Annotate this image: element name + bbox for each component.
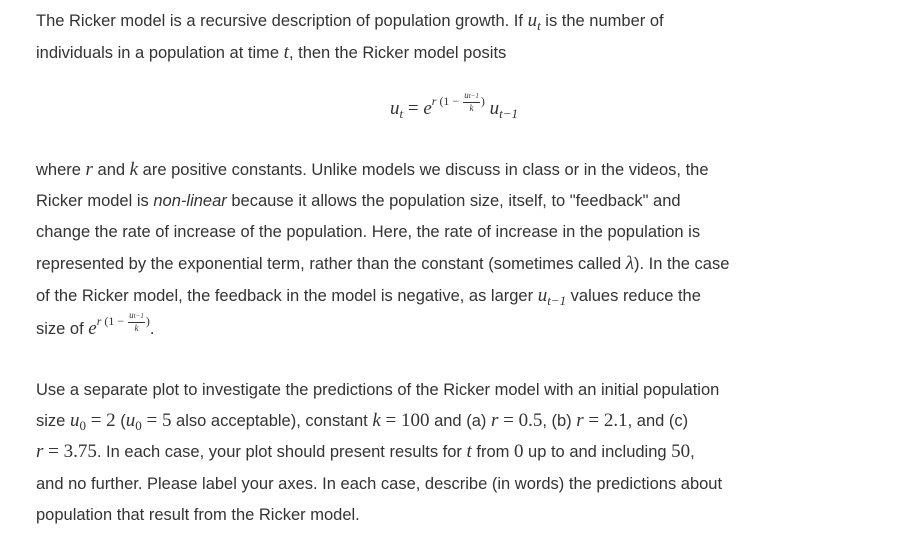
paragraph-3-line-4: and no further. Please label your axes. In each case, describe (in words) the predictions about: [36, 475, 723, 493]
math-var: r: [490, 410, 499, 431]
paragraph-2-line-4: represented by the exponential term, rather than the constant (sometimes called λ). In the case: [36, 253, 730, 274]
paragraph-3-line-3: r = 3.75. In each case, your plot should present results for t from 0 up to and including 50,: [36, 441, 695, 462]
math-var: k: [372, 410, 381, 431]
paragraph-1-line-2: [36, 42, 506, 64]
paragraph-3-line-5: population that result from the Ricker model.: [36, 506, 360, 524]
eq-exp-close: ): [480, 94, 485, 108]
math-subscript: t: [537, 18, 541, 33]
math-var: u: [69, 410, 80, 431]
eq-fraction: [463, 91, 480, 113]
paragraph-2-line-2: Ricker model is non-linear because it allows the population size, itself, to "feedback" and: [36, 192, 681, 210]
eq-exp-r: r: [431, 94, 437, 108]
eq-exponent: [431, 90, 485, 114]
eq-rhs-subscript: t−1: [499, 106, 519, 121]
math-value: 50: [671, 441, 691, 462]
math-var: r: [85, 159, 93, 180]
text-segment: , then the Ricker model posits: [288, 44, 507, 62]
math-value: = 100: [380, 410, 430, 431]
text-segment: is the number of: [540, 12, 664, 30]
eq-lhs-subscript: t: [399, 106, 404, 121]
text-segment: The Ricker model is a recursive description of population growth. If: [36, 12, 528, 30]
math-exponent: r (1 − ut−1 k ): [96, 310, 150, 334]
emphasis-text: non-linear: [153, 192, 227, 210]
paragraph-3-line-2: size $u_0 = 2$ ($u_0 = 5$ also acceptable), constant k = 100 and (a) r = 0.5, (b) r = 2.1, and (c): [36, 410, 689, 433]
math-var: t: [466, 441, 472, 462]
math-var: u: [527, 10, 538, 31]
ricker-equation: [0, 90, 908, 138]
eq-frac-den: k: [469, 103, 474, 114]
math-value: 0: [513, 441, 524, 462]
math-value: = 2.1: [583, 410, 628, 431]
math-var: u: [537, 285, 548, 306]
paragraph-1-line-1: [36, 10, 664, 33]
paragraph-2-line-3: change the rate of increase of the population. Here, the rate of increase in the population is: [36, 223, 701, 241]
math-value: = 0.5: [498, 410, 543, 431]
eq-rhs: u: [489, 98, 500, 119]
eq-frac-num: ut−1: [463, 91, 480, 103]
math-var: u: [125, 410, 136, 431]
eq-equals: =: [403, 98, 424, 119]
paragraph-2-line-5: of the Ricker model, the feedback in the model is negative, as larger $u_{t-1}$ values reduce the: [36, 285, 701, 308]
paragraph-3-line-1: Use a separate plot to investigate the predictions of the Ricker model with an initial population: [36, 381, 720, 399]
math-var: r: [576, 410, 584, 431]
math-value: = 3.75: [43, 441, 97, 462]
text-segment: individuals in a population at time: [36, 44, 284, 62]
paragraph-2-line-6: size of $e^{r (1 - \frac{ut-1}{k} )}$.: [36, 310, 155, 339]
math-var: r: [36, 441, 44, 462]
math-base: e: [88, 318, 97, 339]
math-var: t: [283, 42, 289, 63]
eq-lhs: u: [389, 98, 400, 119]
math-lambda: λ: [625, 253, 634, 274]
math-value: = 5: [141, 410, 172, 431]
math-subscript: t−1: [547, 293, 567, 308]
math-value: = 2: [85, 410, 116, 431]
paragraph-2-line-1: where r and k are positive constants. Unlike models we discuss in class or in the videos, the: [36, 159, 709, 180]
math-var: k: [129, 159, 139, 180]
eq-base: e: [423, 98, 432, 119]
inline-fraction: $\frac{ut-1}{k}$: [129, 310, 144, 334]
eq-exp-open: (1 −: [436, 94, 463, 108]
